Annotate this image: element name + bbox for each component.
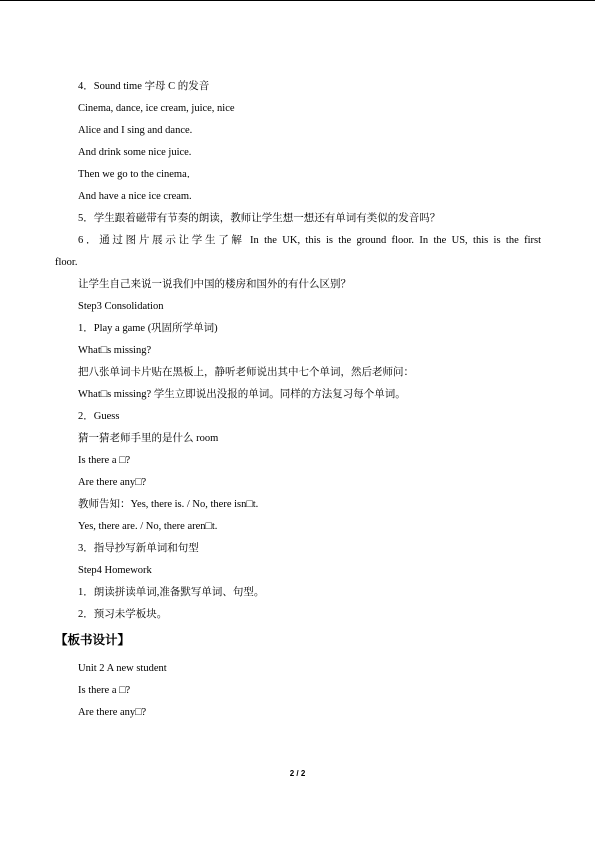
text-line: Are there any□?: [78, 477, 147, 488]
text-line: And drink some nice juice.: [78, 147, 192, 158]
page-number: 2 / 2: [289, 769, 306, 778]
text-line: 把八张单词卡片贴在黑板上，静听老师说出其中七个单词，然后老师问：: [78, 367, 414, 378]
text-line: Unit 2 A new student: [78, 663, 167, 674]
text-line: Then we go to the cinema．: [78, 169, 198, 180]
text-line: 2．预习未学板块。: [78, 609, 168, 620]
text-line: 4．Sound time 字母 C 的发音: [78, 81, 210, 92]
text-line: Alice and I sing and dance.: [78, 125, 193, 136]
text-line: 1．朗读拼读单词,准备默写单词、句型。: [78, 587, 265, 598]
text-line: Is there a □?: [78, 685, 131, 696]
text-line: 猜一猜老师手里的是什么 room: [78, 433, 219, 444]
text-line: 3．指导抄写新单词和句型: [78, 543, 199, 554]
text-line: Are there any□?: [78, 707, 147, 718]
text-line: 让学生自己来说一说我们中国的楼房和国外的有什么区别？: [78, 279, 351, 290]
text-line: What□s missing? 学生立即说出没报的单词。同样的方法复习每个单词。: [78, 389, 406, 400]
step-heading: Step4 Homework: [78, 565, 152, 576]
text-line: What□s missing?: [78, 345, 152, 356]
text-line: 1．Play a game (巩固所学单词): [78, 323, 218, 334]
step-heading: Step3 Consolidation: [78, 301, 164, 312]
text-line: 2．Guess: [78, 411, 120, 422]
section-heading: 【板书设计】: [55, 632, 131, 647]
text-line: 5．学生跟着磁带有节奏的朗读，教师让学生想一想还有单词有类似的发音吗？: [78, 213, 441, 224]
text-line: 教师告知：Yes, there is. / No, there isn□t.: [78, 499, 259, 510]
text-line: Yes, there are. / No, there aren□t.: [78, 521, 218, 532]
text-line: And have a nice ice cream.: [78, 191, 192, 202]
page-top-rule: [0, 0, 595, 1]
text-line: 6．通过图片展示让学生了解 In the UK, this is the ground floor. In the US, this is the first: [78, 235, 541, 246]
text-line: Is there a □?: [78, 455, 131, 466]
text-line: floor.: [55, 257, 78, 268]
text-line: Cinema, dance, ice cream, juice, nice: [78, 103, 235, 114]
